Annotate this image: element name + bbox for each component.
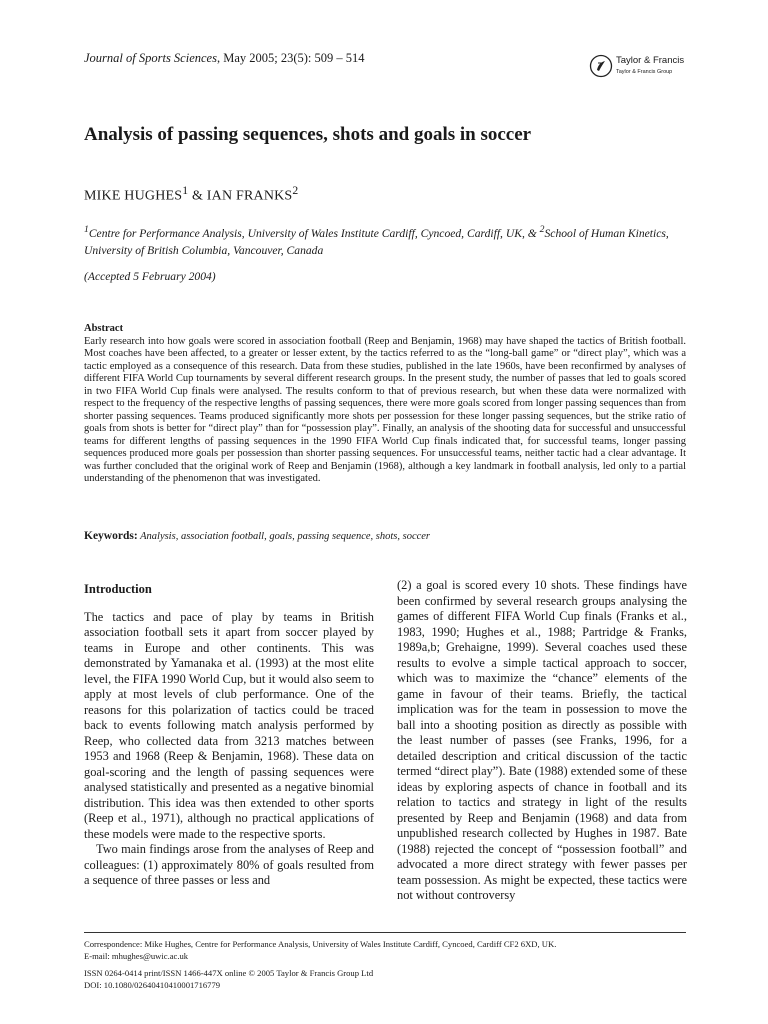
footer-correspondence: Correspondence: Mike Hughes, Centre for Performance Analysis, University of Wales Institute Cardiff, Cyncoed, Cardiff CF2 6XD, UK.	[84, 939, 557, 949]
abstract-text: Early research into how goals were scored in association football (Reep and Benjamin, 1968) may have shaped the tactics of British football. Most coaches have been affected, to a greater or lesser extent, by the tactics referred to as the “long-ball game” or “direct play”, which was a tactic employed as a consequence of this research. Data from these studies, published in the late 1960s, have been reconfirmed by analyses of different FIFA World Cup tournaments by several different research groups. In the present study, the number of passes that led to goals scored in two FIFA World Cup finals were analysed. The results conform to that of previous research, but when these data were normalized with respect to the frequency of the respective lengths of passing sequences, there were more goals scored from longer passing sequences than from shorter passing sequences. Teams produced significantly more shots per possession for these longer passing sequences, but the strike ratio of goals from shots is better for “direct play” than for “possession play”. Finally, an analysis of the shooting data for successful and unsuccessful teams for different lengths of passing sequences in the 1990 FIFA World Cup finals indicated that, for successful teams, longer passing sequences produced more goals per possession than shorter passing sequences. For unsuccessful teams, neither tactic had a clear advantage. It was further concluded that the original work of Reep and Benjamin (1968), although a key landmark in football analysis, led only to a partial understanding of the phenomenon that was investigated.	[84, 335, 686, 484]
body-column-left	[84, 578, 374, 889]
affiliations	[84, 221, 686, 259]
keywords-label: Keywords:	[84, 530, 138, 542]
journal-citation	[84, 51, 365, 66]
author-name: IAN FRANKS	[206, 188, 293, 204]
keywords	[84, 530, 686, 542]
author-name: MIKE HUGHES	[84, 188, 183, 204]
paragraph: (2) a goal is scored every 10 shots. These findings have been confirmed by several research groups analysing the games of different FIFA World Cup finals (Franks et al., 1983, 1990; Hughes et al., 1988; Partridge & Franks, 1989a,b; Grehaigne, 1999). Several coaches used these results to evolve a simple tactical approach to soccer, which was to maximize the “chance” elements of the game in favour of their teams. Briefly, the tactical implication was for the team in possession to move the ball into a shooting position as directly as possible with the least number of passes (see Franks, 1996, for a detailed description and critical discussion of the tactic termed “direct play”). Bate (1988) extended some of these ideas by exploring aspects of chance in football and its relation to tactics and strategy in light of the results presented by Reep and Benjamin (1968) and data from unpublished research collected by Hughes in 1987. Bate (1988) rejected the concept of “possession football” and advocated a more direct strategy with fewer passes per team possession. As might be expected, these tactics were not without controversy	[397, 578, 687, 902]
author-list	[84, 184, 298, 205]
accepted-date: (Accepted 5 February 2004)	[84, 270, 216, 283]
journal-name: Journal of Sports Sciences	[84, 51, 217, 65]
publisher-brand: Taylor & Francis	[616, 55, 685, 66]
article-title: Analysis of passing sequences, shots and goals in soccer	[84, 124, 532, 145]
body-column-right	[397, 578, 687, 904]
affil-sup: 2	[539, 224, 545, 235]
footer-divider	[84, 932, 686, 933]
publisher-group: Taylor & Francis Group	[616, 69, 673, 75]
author-sup: 1	[182, 184, 189, 197]
publisher-logo-icon	[589, 54, 613, 78]
abstract	[84, 323, 686, 486]
affil-text: School of Human Kinetics, University of British Columbia, Vancouver, Canada	[84, 226, 669, 257]
footer-doi: DOI: 10.1080/02640410410001716779	[84, 980, 221, 990]
affil-text: Centre for Performance Analysis, University of Wales Institute Cardiff, Cyncoed, Cardiff, UK, &	[88, 226, 540, 240]
abstract-heading: Abstract	[84, 323, 124, 334]
journal-issue: , May 2005; 23(5): 509 – 514	[216, 51, 365, 65]
paragraph: The tactics and pace of play by teams in British association football sets it apart from soccer played by teams in Europe and other continents. This was demonstrated by Yamanaka et al. (1993) at the most elite level, the FIFA 1990 World Cup, but it would also seem to apply at most levels of club performance. One of the reasons for this polarization of tactics could be traced back to events following match analysis performed by Reep, who collected data from 3213 matches between 1953 and 1968 (Reep & Benjamin, 1968). These data on goal-scoring and the length of passing sequences were analysed statistically and presented as a negative binomial distribution. This idea was then extended to other sports (Reep et al., 1971), although no practical applications of these models were made to the respective sports.	[84, 609, 374, 841]
paragraph: Two main findings arose from the analyses of Reep and colleagues: (1) approximately 80% of goals resulted from a sequence of three passes or less and	[84, 842, 374, 887]
author-joiner: &	[188, 188, 207, 204]
affil-sup: 1	[84, 224, 89, 235]
author-sup: 2	[292, 184, 299, 197]
section-heading: Introduction	[84, 582, 152, 596]
publisher-logo	[589, 52, 699, 82]
keywords-values: Analysis, association football, goals, passing sequence, shots, soccer	[137, 531, 431, 542]
footer-issn: ISSN 0264-0414 print/ISSN 1466-447X online © 2005 Taylor & Francis Group Ltd	[84, 968, 374, 978]
footer-email: E-mail: mhughes@uwic.ac.uk	[84, 951, 189, 961]
